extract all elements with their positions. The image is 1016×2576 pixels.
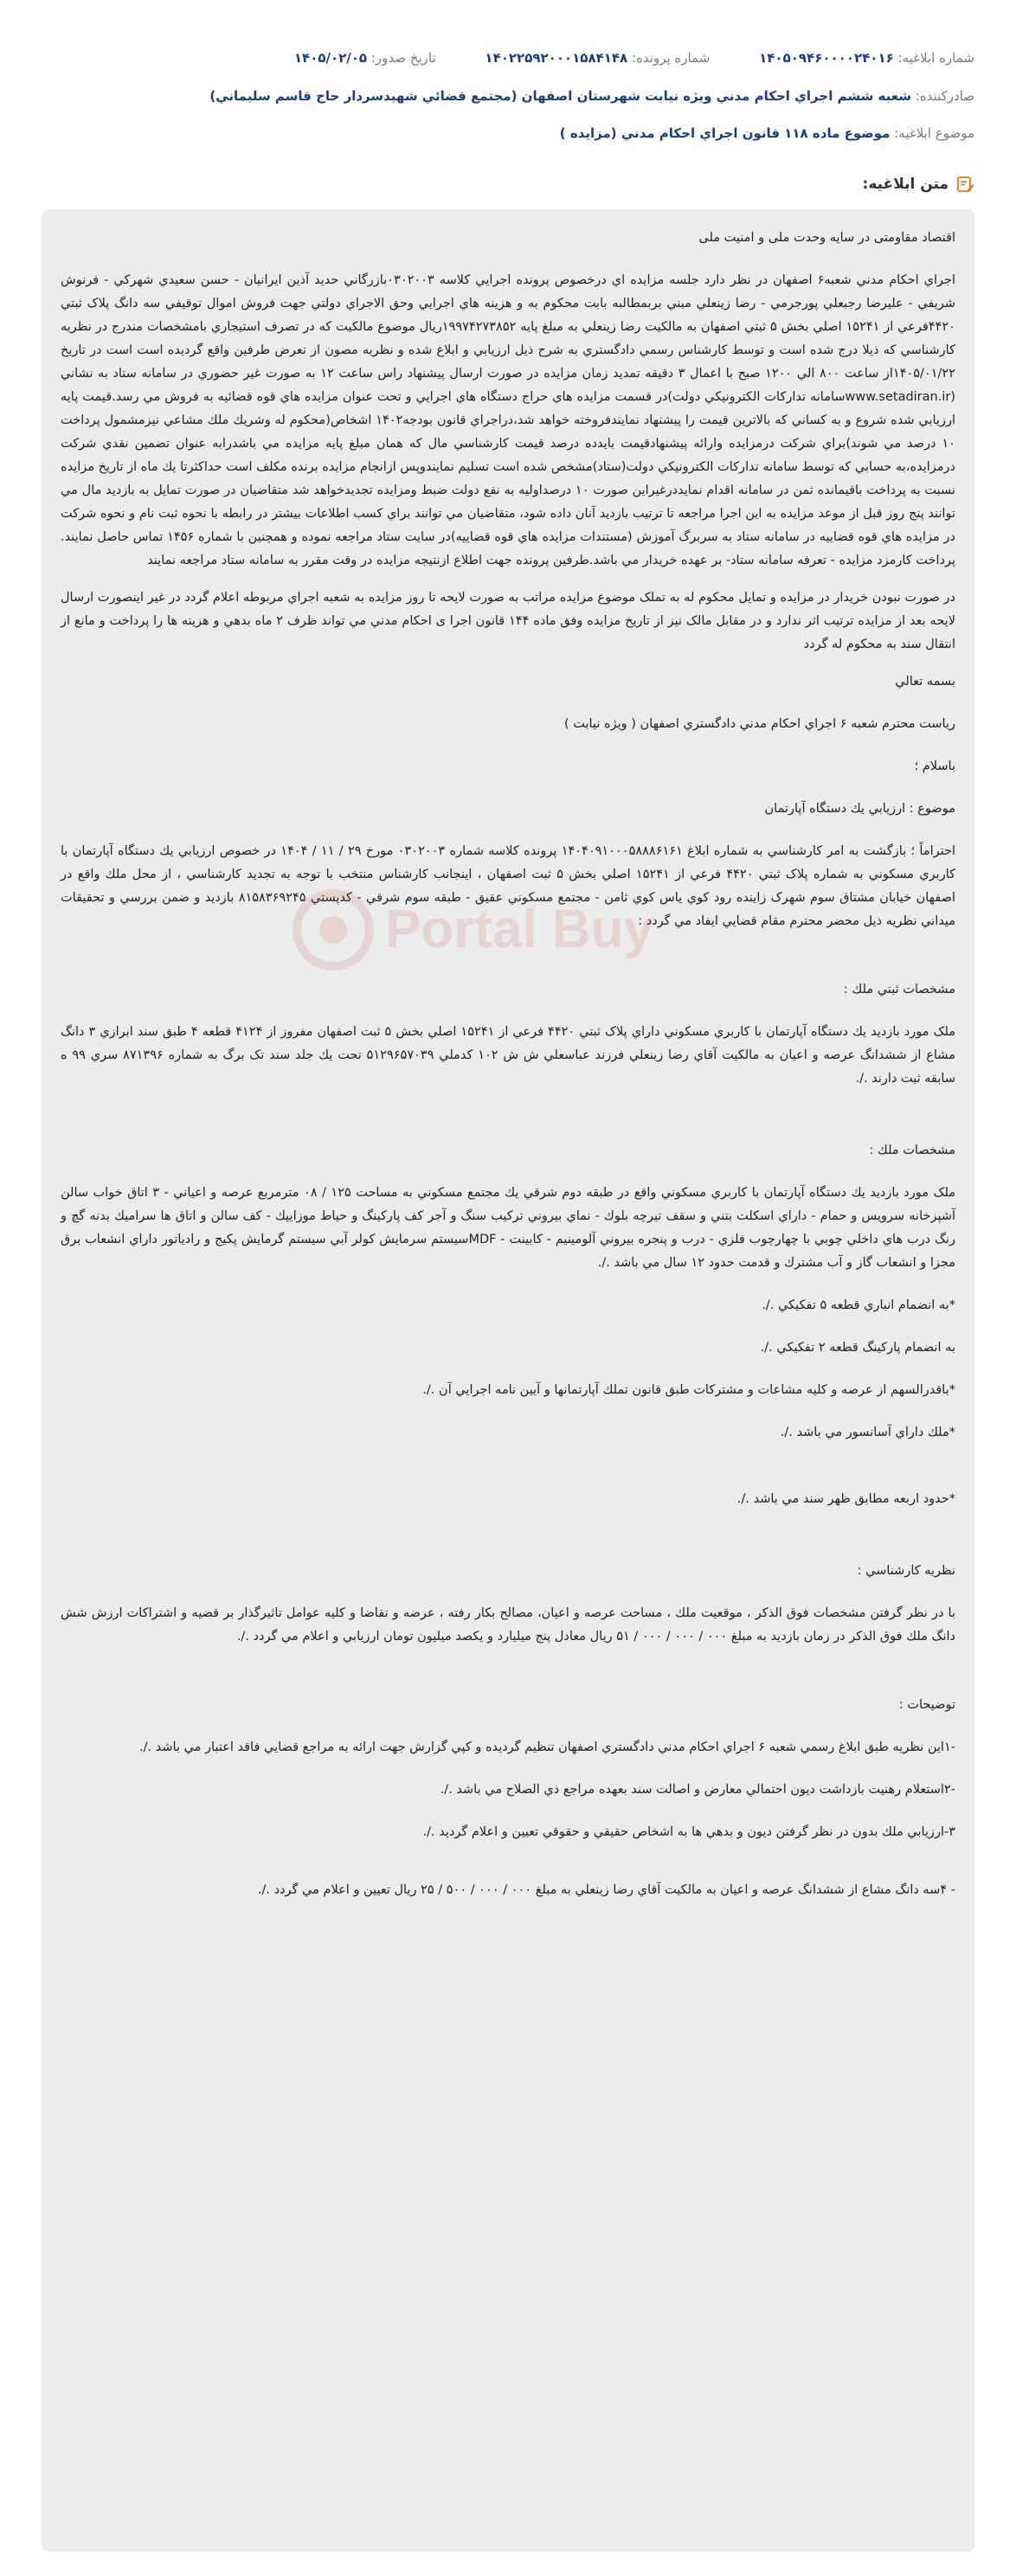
body-paragraph: - ۴سه دانگ مشاع از ششدانگ عرصه و اعيان به مالكيت آقاي رضا زينعلي به مبلغ ۰۰۰ / ۰۰۰ / ۵۰۰ / ۲۵ ريال تعيين و اعلام مي گردد ./. bbox=[257, 1883, 955, 1897]
case-number-value: ۱۴۰۲۲۵۹۲۰۰۰۱۵۸۴۱۴۸ bbox=[485, 50, 628, 66]
issuer-row bbox=[42, 87, 974, 106]
subject-row bbox=[42, 124, 974, 143]
issuer-label: صادرکننده: bbox=[915, 88, 974, 104]
notice-text-title: متن ابلاغیه: bbox=[862, 176, 948, 193]
body-paragraph: اجراي احكام مدني شعبه۶ اصفهان در نظر دارد جلسه مزايده اي درخصوص پرونده اجرايي كلاسه ۰۳۰۲۰۰۳بازرگاني حديد آذين ايرانيان - حسن سعيدي شهركي - فرنوش شريفي - عليرضا رجبعلي پورجرمي - رضا زينعلي مبني بربمطالبه بابت محكوم به و هزينه هاي اجرايي وحق الاجراي دولتي جهت فروش اموال توقيفي سه دانگ پلاک ثبتي ۴۴۲۰فرعي از ۱۵۲۴۱ اصلي بخش ۵ ثبتي اصفهان به مالكيت رضا زينعلي به مبلغ پايه ۱۹۹۷۴۲۷۳۸۵۲ريال موضوع مالكيت كه در تصرف استيجاري بامشخصات مندرج در نظريه كارشناسي كه ذيلا درج شده است و توسط كارشناس رسمي دادگستري به شرح ذيل ارزيابي و ابلاغ شده و نظريه مصون از تعرض طرفين واقع گرديده است است در تاريخ ۱۴۰۵/۰۱/۲۲از ساعت ۸۰۰ الي ۱۲۰۰ صبح با اعمال ۳ دقيقه تمديد زمان مزايده در صورت ارسال پيشنهاد راس ساعت ۱۲ به صورت غير حضوري در سامانه ستاد به نشاني (www.setadiran.irسامانه تداركات الكترونيكي دولت)در قسمت مزايده هاي حراج دستگاه هاي اجرايي و تحت عنوان مزايده هاي قوه قضائيه به فروش مي رسد.قيمت پايه ارزيابي شده شروع و به كساني كه بالاترين قيمت را پيشنهاد نمايندفروخته خواهد شد،دراجراي قانون بودجه۱۴۰۲ اشخاص(محكوم له وشريك ملك مشاعي نيزمشمول پرداخت ۱۰ درصد مي شوند)براي شركت درمزايده وارائه پيشنهادقيمت بايدده درصد قيمت كارشناسي مال كه همان مبلغ پايه مزايده مي باشدرابه عنوان تضمين نقدي شركت درمزايده،به حسابي كه توسط سامانه تداركات الكترونيكي دولت(ستاد)مشخص شده است تسليم نمايندوپس ازانجام مزايده برنده مكلف است حداكثرتا يك ماه از تاريخ مزايده نسبت به پرداخت باقيمانده ثمن در سامانه اقدام نمايددرغيراين صورت ۱۰ درصداوليه به نفع دولت ضبط ومزايده تجديدخواهد شد متقاضيان در صورت تمايل به بازديد مال مي توانند پنج روز قبل از موعد مزايده به اين اجرا مراجعه تا ترتيب بازديد آنان داده شود، متقاضيان مي توانند براي كسب اطلاعات بيشتر در رابطه با نحوه ثبت نام و نحوه شركت در مزايده هاي قوه قضاييه در سامانه ستاد به سربرگ آموزش (مستندات مزايده هاي قوه قضاييه)در سايت ستاد مراجعه نموده و همچنين با شماره ۱۴۵۶ تماس حاصل نمايند. پرداخت كارمزد مزايده - تعرفه سامانه ستاد- بر عهده خريدار مي باشد.طرفين پرونده جهت اطلاع ازنتيجه مزايده در وقت مقرر به سامانه ستاد مراجعه نمايند bbox=[61, 273, 956, 567]
issuer-value: شعبه ششم اجراي احكام مدني ويژه نيابت شهرستان اصفهان (مجتمع قضائي شهيدسردار حاج قاسم سليماني) bbox=[209, 88, 911, 104]
case-number-field bbox=[485, 48, 710, 67]
body-paragraph: بسمه تعالي bbox=[895, 675, 955, 689]
body-paragraph: با در نظر گرفتن مشخصات فوق الذكر ، موقعيت ملك ، مساحت عرصه و اعيان، مصالح بكار رفته ، عرضه و تقاضا و كليه عوامل تاثيرگذار بر قضيه و اشتراكات ارزش شش دانگ ملك فوق الذكر در زمان بازديد به مبلغ ۰۰۰ / ۰۰۰ / ۰۰۰ / ۵۱ ريال معادل پنج ميليارد و يكصد ميليون تومان ارزيابي و اعلام مي گردد ./. bbox=[61, 1606, 955, 1644]
document-pen-icon bbox=[955, 175, 974, 194]
body-paragraph: *باقدرالسهم از عرصه و كليه مشاعات و مشتركات طبق قانون تملك آپارتمانها و آيين نامه اجرايي آن ./. bbox=[422, 1383, 955, 1397]
subject-label: موضوع ابلاغیه: bbox=[894, 125, 974, 141]
body-paragraph: *ملك داراي آسانسور مي باشد ./. bbox=[780, 1426, 955, 1439]
body-paragraph: موضوع : ارزيابي يك دستگاه آپارتمان bbox=[764, 802, 955, 816]
notice-number-field bbox=[759, 48, 974, 67]
issue-date-label: تاریخ صدور: bbox=[370, 50, 436, 66]
body-paragraph: -۱اين نظريه طبق ابلاغ رسمي شعبه ۶ اجراي احكام مدني دادگستري اصفهان تنظيم گرديده و كپي گزارش جهت ارائه به مراجع قضايي فاقد اعتبار مي باشد ./. bbox=[139, 1740, 955, 1754]
issue-date-value: ۱۴۰۵/۰۲/۰۵ bbox=[293, 50, 368, 66]
body-paragraph: رياست محترم شعبه ۶ اجراي احكام مدني دادگستري اصفهان ( ويژه نيابت ) bbox=[564, 717, 955, 731]
body-paragraph: نظريه كارشناسي : bbox=[857, 1564, 955, 1578]
body-paragraph: ملک مورد بازديد يك دستگاه آپارتمان با كاربري مسكوني داراي پلاک ثبتي ۴۴۲۰ فرعي از ۱۵۲۴۱ اصلي بخش ۵ ثبت اصفهان مفروز از ۴۱۲۴ قطعه ۴ طبق سند ابرازي ۳ دانگ مشاع از ششدانگ عرصه و اعيان به مالكيت آقاي رضا زينعلي فرزند عباسعلي ش ش ۱۰۲ کدملي ۵۱۲۹۶۵۷۰۳۹ تحت يك جلد سند تک برگ به شماره ۸۷۱۳۹۶ سري ۹۹ ه سابقه ثبت دارند ./. bbox=[61, 1025, 956, 1086]
body-paragraph: به انضمام پاركينگ قطعه ۲ تفكيكي ./. bbox=[760, 1341, 955, 1355]
body-paragraph: اقتصاد مقاومتی در سایه وحدت ملی و امنیت ملی bbox=[698, 231, 955, 245]
notice-body bbox=[42, 209, 974, 2552]
body-paragraph: توضيحات : bbox=[898, 1698, 955, 1712]
body-paragraph: باسلام ؛ bbox=[914, 759, 955, 773]
body-paragraph: احتراماً ؛ بازگشت به امر كارشناسي به شماره ابلاغ ۱۴۰۴۰۹۱۰۰۰۵۸۸۸۶۱۶۱ پرونده كلاسه شماره ۰۳۰۲۰۰۳ مورخ ۲۹ / ۱۱ / ۱۴۰۴ در خصوص ارزيابي يك دستگاه آپارتمان با كاربري مسكوني به شماره پلاک ثبتي ۴۴۲۰ فرعي از ۱۵۲۴۱ اصلي بخش ۵ ثبت اصفهان ، اينجانب كارشناس منتخب با توجه به تجديد كارشناسي ، از محل ملك واقع در اصفهان خيابان مشتاق سوم شهرک زاينده رود کوي ياس کوي ثامن - مجتمع مسکوني عقيق - طبقه سوم شرقي - کدپستي ۸۱۵۸۳۶۹۲۴۵ بازديد و ضمن بررسي و تحقيقات ميداني نظريه ذيل محضر محترم مقام قضايي ايفاد مي گردد : bbox=[61, 844, 956, 928]
notice-number-value: ۱۴۰۵۰۹۴۶۰۰۰۰۲۴۰۱۶ bbox=[759, 50, 894, 66]
subject-value: موضوع ماده ۱۱۸ قانون اجراي احكام مدني (مزايده ) bbox=[559, 125, 891, 141]
body-paragraph: -۲استعلام رهنيت بازداشت ديون احتمالي معارض و اصالت سند بعهده مراجع ذي الصلاح مي باشد ./. bbox=[440, 1783, 955, 1797]
issue-date-field bbox=[294, 48, 436, 67]
meta-row-top bbox=[42, 48, 974, 67]
notice-text-heading bbox=[863, 175, 974, 194]
body-paragraph: *به انضمام انباري قطعه ۵ تفكيكي ./. bbox=[762, 1298, 955, 1312]
notice-number-label: شماره ابلاغیه: bbox=[897, 50, 974, 66]
body-paragraph: مشخصات ملك : bbox=[869, 1144, 955, 1157]
body-paragraph: ملک مورد بازديد يك دستگاه آپارتمان با كاربري مسكوني واقع در طبقه دوم شرقي يك مجتمع مسكوني به مساحت ۱۲۵ / ۰۸ مترمربع عرصه و اعياني - ۳ اتاق خواب سالن آشپزخانه سرويس و حمام - داراي اسكلت بتني و سقف تيرچه بلوك - نماي بيروني تركيب سنگ و آجر كف پاركينگ و حياط موزاييك - كف سالن و اتاق ها سراميك بدنه گچ و رنگ درب هاي داخلي چوبي با چهارچوب فلزي - درب و پنجره بيروني آلومينيم - كابينت - MDFسيستم سرمايش كولر آبي سيستم گرمايش پكيج و رادياتور داراي انشعاب برق مجزا و انشعاب گاز و آب مشترك و قدمت حدود ۱۲ سال مي باشد ./. bbox=[61, 1186, 956, 1270]
body-paragraph: *حدود اربعه مطابق ظهر سند مي باشد ./. bbox=[736, 1492, 955, 1506]
body-paragraph: ۳-ارزيابي ملك بدون در نظر گرفتن ديون و بدهي ها به اشخاص حقيقي و حقوقي تعيين و اعلام گرديد ./. bbox=[422, 1825, 955, 1839]
body-paragraph: مشخصات ثبتي ملك : bbox=[843, 983, 955, 996]
body-paragraph: در صورت نبودن خريدار در مزايده و تمايل محكوم له به تملک موضوع مزايده مراتب به صورت لايحه تا روز مزايده به شعبه اجراي مربوطه اعلام گردد در غير اينصورت ارسال لايحه بعد از مزايده ترتيب اثر ندارد و در مقابل مالک نيز از تاريخ مزايده وفق ماده ۱۴۴ قانون اجرا ی احكام مدني مي تواند ظرف ۲ ماه بدهي و هزينه ها را پرداخت و مانع از انتقال سند به محكوم له گردد bbox=[61, 591, 955, 651]
case-number-label: شماره پرونده: bbox=[632, 50, 711, 66]
